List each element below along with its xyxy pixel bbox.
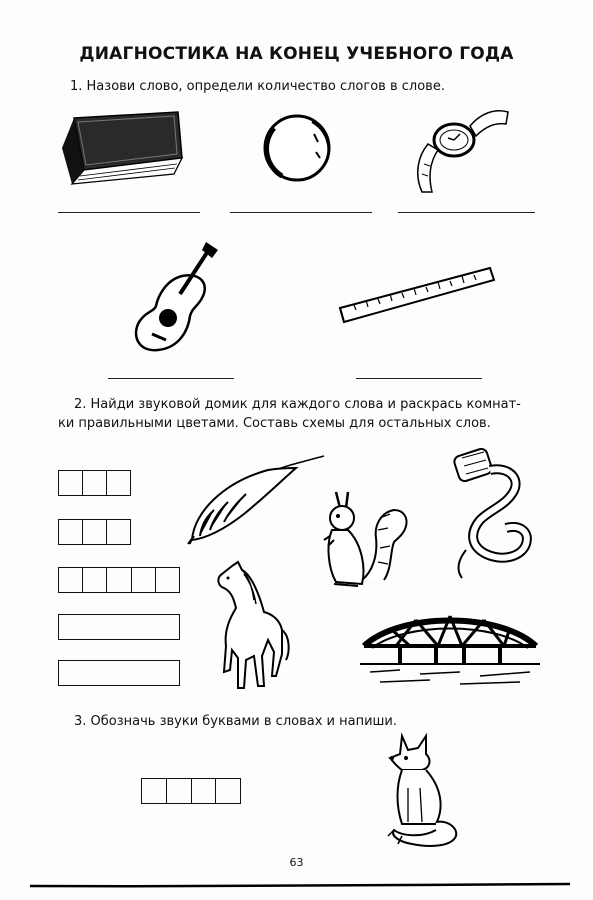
sound-scheme-empty[interactable] [58,614,180,640]
scheme-cell[interactable] [59,471,83,495]
scheme-cell[interactable] [216,779,240,803]
scheme-cell[interactable] [59,520,83,544]
wristwatch-icon [408,104,514,200]
scheme-cell[interactable] [167,779,192,803]
task-1-instruction: 1. Назови слово, определи количество слогов в слове. [70,79,445,94]
horse-icon [210,560,292,694]
shower-head-icon [450,446,542,582]
scheme-cell[interactable] [107,471,130,495]
bridge-icon [360,598,540,690]
scheme-cell[interactable] [83,568,107,592]
scheme-cell[interactable] [192,779,217,803]
ball-icon [262,112,332,184]
scheme-cell[interactable] [59,615,179,639]
book-icon [58,110,186,188]
scheme-cell[interactable] [83,520,107,544]
task-2-instruction-line1: 2. Найди звуковой домик для каждого слова и раскрась комнат- [74,397,521,412]
page-number: 63 [289,856,304,869]
task-2-instruction-line2: ки правильными цветами. Составь схемы для остальных слов. [58,416,491,431]
task-3-instruction: 3. Обозначь звуки буквами в словах и напиши. [74,714,398,729]
scheme-cell[interactable] [107,568,131,592]
scheme-cell[interactable] [142,779,167,803]
scheme-cell[interactable] [59,568,83,592]
answer-line-ball[interactable] [230,212,372,213]
scheme-cell[interactable] [132,568,156,592]
page-edge-line [30,880,570,892]
sound-scheme-3-cells[interactable] [58,519,131,545]
sound-scheme-5-cells[interactable] [58,567,180,593]
page-title: ДИАГНОСТИКА НА КОНЕЦ УЧЕБНОГО ГОДА [79,44,514,64]
scheme-cell[interactable] [59,661,179,685]
guitar-icon [126,236,224,358]
scheme-cell[interactable] [156,568,179,592]
ruler-icon [336,264,498,328]
feather-icon [184,452,328,548]
squirrel-icon [318,488,410,592]
sound-scheme-empty[interactable] [58,660,180,686]
sound-scheme-4-cells[interactable] [141,778,241,804]
scheme-cell[interactable] [107,520,130,544]
answer-line-guitar[interactable] [108,378,234,379]
answer-line-ruler[interactable] [356,378,482,379]
answer-line-book[interactable] [58,212,200,213]
answer-line-watch[interactable] [398,212,535,213]
fox-icon [382,732,468,850]
sound-scheme-3-cells[interactable] [58,470,131,496]
scheme-cell[interactable] [83,471,107,495]
